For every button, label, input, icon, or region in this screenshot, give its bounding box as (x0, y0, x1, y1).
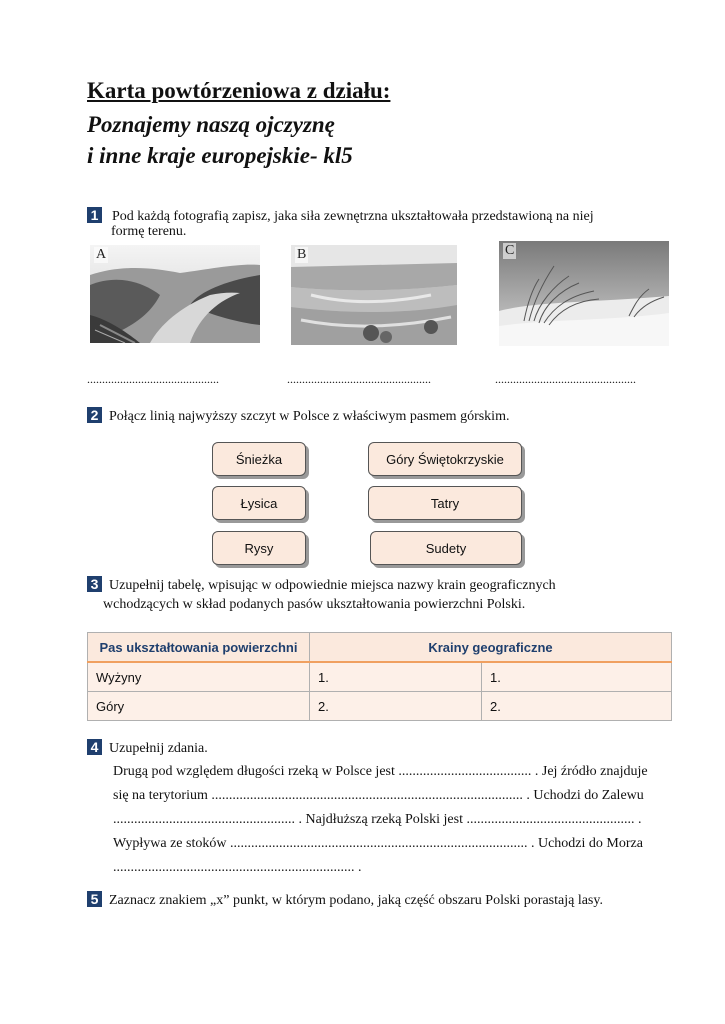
fill-sentence-line[interactable]: Wypływa ze stoków ..................................................................................... . Uchodzi do Morza (113, 836, 643, 851)
question-5 (87, 891, 603, 909)
question-4-text: Uzupełnij zdania. (109, 741, 208, 756)
answer-line-b[interactable]: ................................................ (287, 372, 431, 386)
table-header-row (88, 633, 672, 663)
range-box-tatry[interactable]: Tatry (368, 486, 522, 520)
question-1-text-cont: formę terenu. (111, 224, 187, 239)
question-number-badge: 3 (87, 576, 102, 592)
table-cell-answer[interactable]: 1. (482, 662, 672, 692)
fill-sentence-line[interactable]: .................................................... . Najdłuższą rzeką Polski jest ................................................ . (113, 812, 642, 827)
page-subtitle-line2: i inne kraje europejskie- kl5 (87, 143, 353, 168)
question-4 (87, 739, 208, 757)
question-2-text: Połącz linią najwyższy szczyt w Polsce z właściwym pasmem górskim. (109, 409, 510, 424)
table-header-pas: Pas ukształtowania powierzchni (88, 633, 310, 663)
answer-line-c[interactable]: ............................................... (495, 372, 636, 386)
photo-b-label: B (297, 247, 307, 262)
question-5-text: Zaznacz znakiem „x” punkt, w którym podano, jaką część obszaru Polski porastają lasy. (109, 893, 603, 908)
table-cell-answer[interactable]: 1. (310, 662, 482, 692)
fill-sentence-line[interactable]: ..................................................................... . (113, 860, 362, 875)
fill-sentence-line[interactable]: się na terytorium ......................................................................................... . Uchodzi do Zalewu (113, 788, 644, 803)
photo-a-river-valley (90, 245, 260, 343)
table-cell-answer[interactable]: 2. (482, 692, 672, 721)
question-2 (87, 407, 509, 425)
question-number-badge: 4 (87, 739, 102, 755)
photo-c-label: C (505, 243, 515, 258)
peak-box-rysy[interactable]: Rysy (212, 531, 306, 565)
question-1 (87, 207, 594, 225)
question-3-text-cont: wchodzących w skład podanych pasów ukształtowania powierzchni Polski. (103, 597, 526, 612)
regions-table (87, 632, 672, 721)
question-number-badge: 5 (87, 891, 102, 907)
question-number-badge: 2 (87, 407, 102, 423)
table-header-krainy: Krainy geograficzne (310, 633, 672, 663)
fill-sentence-line[interactable]: Drugą pod względem długości rzeką w Polsce jest ...................................... . Jej źródło znajduje (113, 764, 648, 779)
photo-b-quarry (291, 245, 457, 345)
photo-c-dunes (499, 241, 669, 346)
question-3-text: Uzupełnij tabelę, wpisując w odpowiednie miejsca nazwy krain geograficznych (109, 578, 556, 593)
photo-a-label: A (96, 247, 107, 262)
table-cell-answer[interactable]: 2. (310, 692, 482, 721)
table-row (88, 692, 672, 721)
peak-box-sniezka[interactable]: Śnieżka (212, 442, 306, 476)
page-title: Karta powtórzeniowa z działu: (87, 78, 391, 103)
peak-box-lysica[interactable]: Łysica (212, 486, 306, 520)
table-cell-pas: Góry (88, 692, 310, 721)
question-number-badge: 1 (87, 207, 102, 223)
page-subtitle-line1: Poznajemy naszą ojczyznę (87, 112, 335, 137)
question-3 (87, 576, 556, 594)
question-1-text: Pod każdą fotografią zapisz, jaka siła zewnętrzna ukształtowała przedstawioną na niej (112, 209, 594, 224)
range-box-sudety[interactable]: Sudety (370, 531, 522, 565)
table-cell-pas: Wyżyny (88, 662, 310, 692)
range-box-gory-swietokrzyskie[interactable]: Góry Świętokrzyskie (368, 442, 522, 476)
table-row (88, 662, 672, 692)
answer-line-a[interactable]: ............................................ (87, 372, 219, 386)
